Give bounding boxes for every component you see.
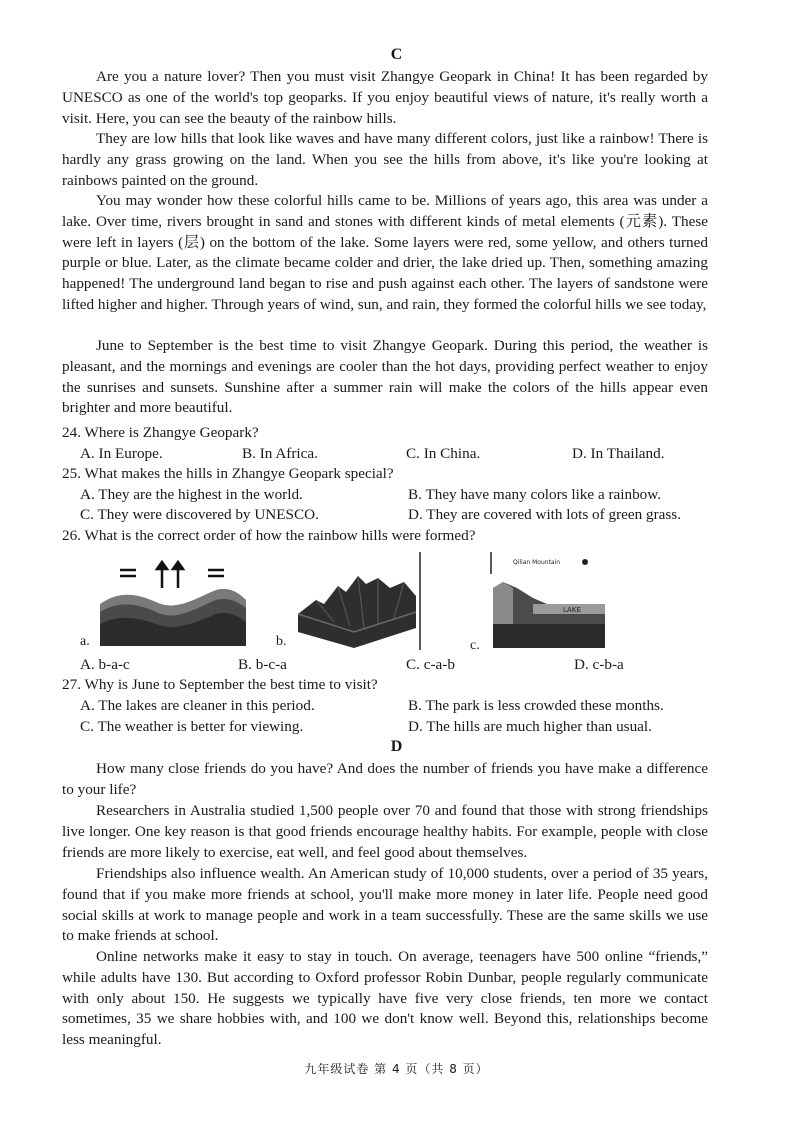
page-footer: 九年级试卷 第 4 页（共 8 页） [304,1062,489,1076]
question-27-option-a: A. The lakes are cleaner in this period. [80,697,315,714]
question-25-option-d: D. They are covered with lots of green grass. [408,506,682,523]
question-26-option-d: D. c-b-a [574,656,624,673]
question-24-option-d: D. In Thailand. [572,445,665,462]
section-d-paragraph-2: Researchers in Australia studied 1,500 people over 70 and found that those with strong friendships live longer. One key reason is that good friends encourage healthy habits. For example, people with close friends are more likely to exercise, eat well, and feel good about themselves. [62,802,708,861]
question-25-option-c: C. They were discovered by UNESCO. [80,506,319,523]
diagram-c-mountain-label: Qilian Mountain [513,559,561,566]
section-c-title: C [390,46,403,63]
diagram-c-image [487,548,611,652]
section-d-paragraph-3: Friendships also influence wealth. An American study of 10,000 students, over a period of 35 years, found that if you make more friends at school, you'll make more money in later life. People need good social skills at work to manage people and work in a team successfully. These are the same skills we use to make friends at school. [62,865,708,945]
question-24-option-c: C. In China. [406,445,481,462]
section-d-title: D [390,738,403,755]
question-26-option-a: A. b-a-c [80,656,130,673]
section-c-paragraph-4: June to September is the best time to visit Zhangye Geopark. During this period, the weather is pleasant, and the mornings and evenings are cooler than the hot days, providing perfect weather to enjoy the sunrises and sunsets. Sunshine after a summer rain will make the colors of the hills appear even brighter and more beautiful. [62,337,708,417]
push-arrows-icon [120,562,224,588]
question-27-option-b: B. The park is less crowded these months. [408,697,664,714]
diagram-a-label: a. [80,634,90,649]
question-25-option-b: B. They have many colors like a rainbow. [408,486,662,503]
section-c-paragraph-1: Are you a nature lover? Then you must visit Zhangye Geopark in China! It has been regarded by UNESCO as one of the world's top geoparks. If you enjoy beautiful views of nature, it's really worth a visit. Here, you can see the beauty of the rainbow hills. [62,68,708,127]
diagram-b-label: b. [276,634,287,649]
section-d-paragraph-1: How many close friends do you have? And does the number of friends you have make a difference to your life? [62,760,708,798]
section-d-paragraph-4: Online networks make it easy to stay in touch. On average, teenagers have 500 online “friends,” while adults have 130. But according to Oxford professor Robin Dunbar, people regularly communicate with only about 150. He suggests we typically have five very close friends, ten more we contact sometimes, 35 we share hobbies with, and 100 we don't know well. Beyond this, relationships become less meaningful. [62,948,708,1049]
question-24-option-b: B. In Africa. [242,445,318,462]
diagram-a-image [98,560,248,650]
diagram-b-image [294,552,424,652]
sun-icon [582,559,588,565]
question-27-option-d: D. The hills are much higher than usual. [408,718,652,735]
question-27-stem: 27. Why is June to September the best time to visit? [62,676,378,693]
diagram-c-lake-label: LAKE [563,606,581,614]
question-25-stem: 25. What makes the hills in Zhangye Geopark special? [62,465,394,482]
question-27-option-c: C. The weather is better for viewing. [80,718,304,735]
question-26-option-c: C. c-a-b [406,656,455,673]
section-c-paragraph-3: You may wonder how these colorful hills came to be. Millions of years ago, this area was under a lake. Over time, rivers brought in sand and stones with different kinds of metal elements (元素). These were left in layers (层) on the bottom of the lake. Some layers were red, some yellow, and others turned purple or blue. Later, as the climate became colder and drier, the lake dried up. Then, something amazing happened! The underground land began to rise and push against each other. The layers of sandstone were lifted higher and higher. Through years of wind, sun, and rain, they formed the colorful hills we see today, [62,192,708,313]
question-25-option-a: A. They are the highest in the world. [80,486,303,503]
question-24-option-a: A. In Europe. [80,445,163,462]
question-24-stem: 24. Where is Zhangye Geopark? [62,424,259,441]
question-26-option-b: B. b-c-a [238,656,287,673]
question-26-stem: 26. What is the correct order of how the rainbow hills were formed? [62,527,476,544]
section-c-paragraph-2: They are low hills that look like waves and have many different colors, just like a rainbow! There is hardly any grass growing on the land. When you see the hills from above, it's like you're looking at rainbows painted on the ground. [62,130,708,189]
diagram-c-label: c. [470,638,480,653]
